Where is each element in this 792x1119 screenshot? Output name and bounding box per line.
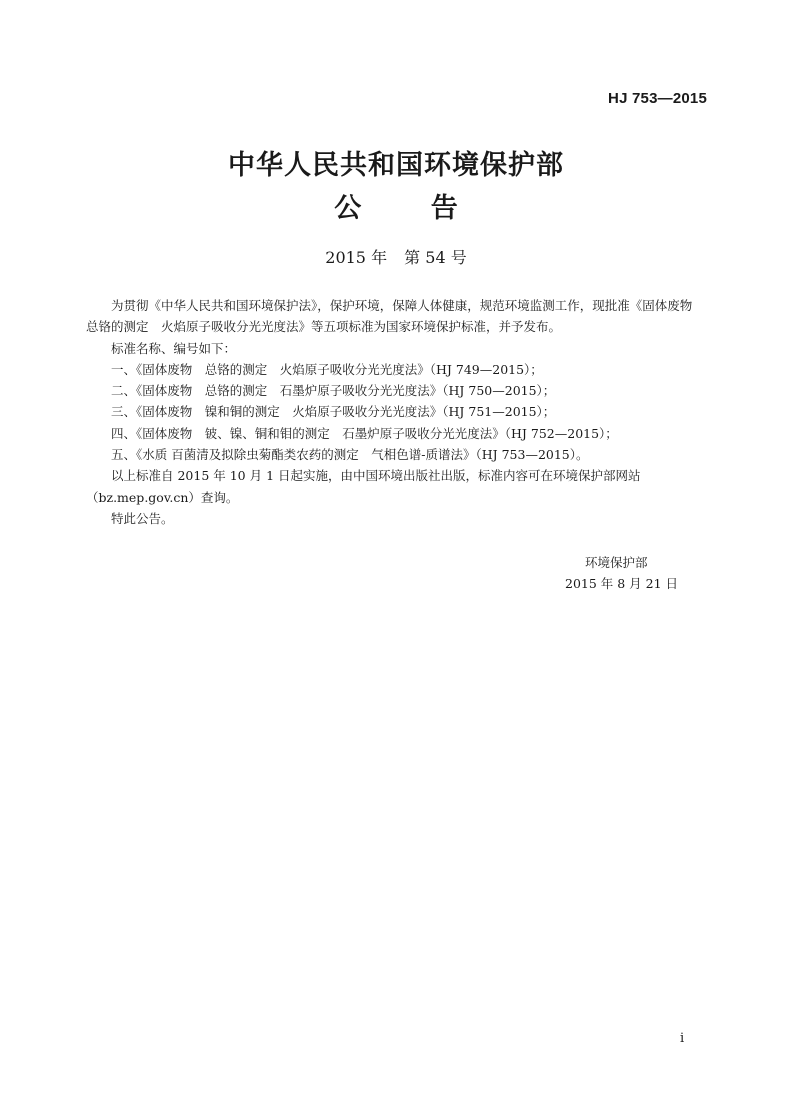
- signature-date: 2015 年 8 月 21 日: [565, 576, 679, 591]
- list-item: 五、《水质 百菌清及拟除虫菊酯类农药的测定 气相色谱-质谱法》（HJ 753—2015）。: [111, 447, 589, 463]
- list-item: 一、《固体废物 总铬的测定 火焰原子吸收分光光度法》（HJ 749—2015）；: [111, 361, 543, 377]
- list-item: 二、《固体废物 总铬的测定 石墨炉原子吸收分光光度法》（HJ 750—2015）；: [111, 383, 556, 399]
- website-text: （bz.mep.gov.cn）查询。: [86, 489, 239, 505]
- implementation-text: 以上标准自 2015 年 10 月 1 日起实施，由中国环境出版社出版，标准内容可在环境保护部网站: [111, 468, 641, 484]
- announcement-heading: 公 告: [334, 193, 488, 224]
- page-title: 中华人民共和国环境保护部: [228, 150, 564, 181]
- issue-year: 2015 年: [325, 248, 388, 267]
- list-item: 四、《固体废物 铍、镍、铜和钼的测定 石墨炉原子吸收分光光度法》（HJ 752—2015）；: [111, 425, 618, 441]
- list-item: 三、《固体废物 镍和铜的测定 火焰原子吸收分光光度法》（HJ 751—2015）；: [111, 404, 556, 420]
- list-header: 标准名称、编号如下：: [111, 340, 237, 356]
- issue-line: [0, 245, 792, 268]
- announcement-body: [86, 295, 708, 529]
- issue-number: 第 54 号: [404, 248, 467, 267]
- intro-paragraph: 为贯彻《中华人民共和国环境保护法》，保护环境，保障人体健康，规范环境监测工作，现批准《固体废物 总铬的测定 火焰原子吸收分光光度法》等五项标准为国家环境保护标准，并予发布。: [86, 298, 705, 335]
- closing-text: 特此公告。: [111, 510, 174, 526]
- standard-code: HJ 753—2015: [608, 90, 707, 107]
- signature-block: [540, 552, 700, 594]
- page-number: i: [680, 1031, 685, 1046]
- signature-org: 环境保护部: [585, 555, 648, 570]
